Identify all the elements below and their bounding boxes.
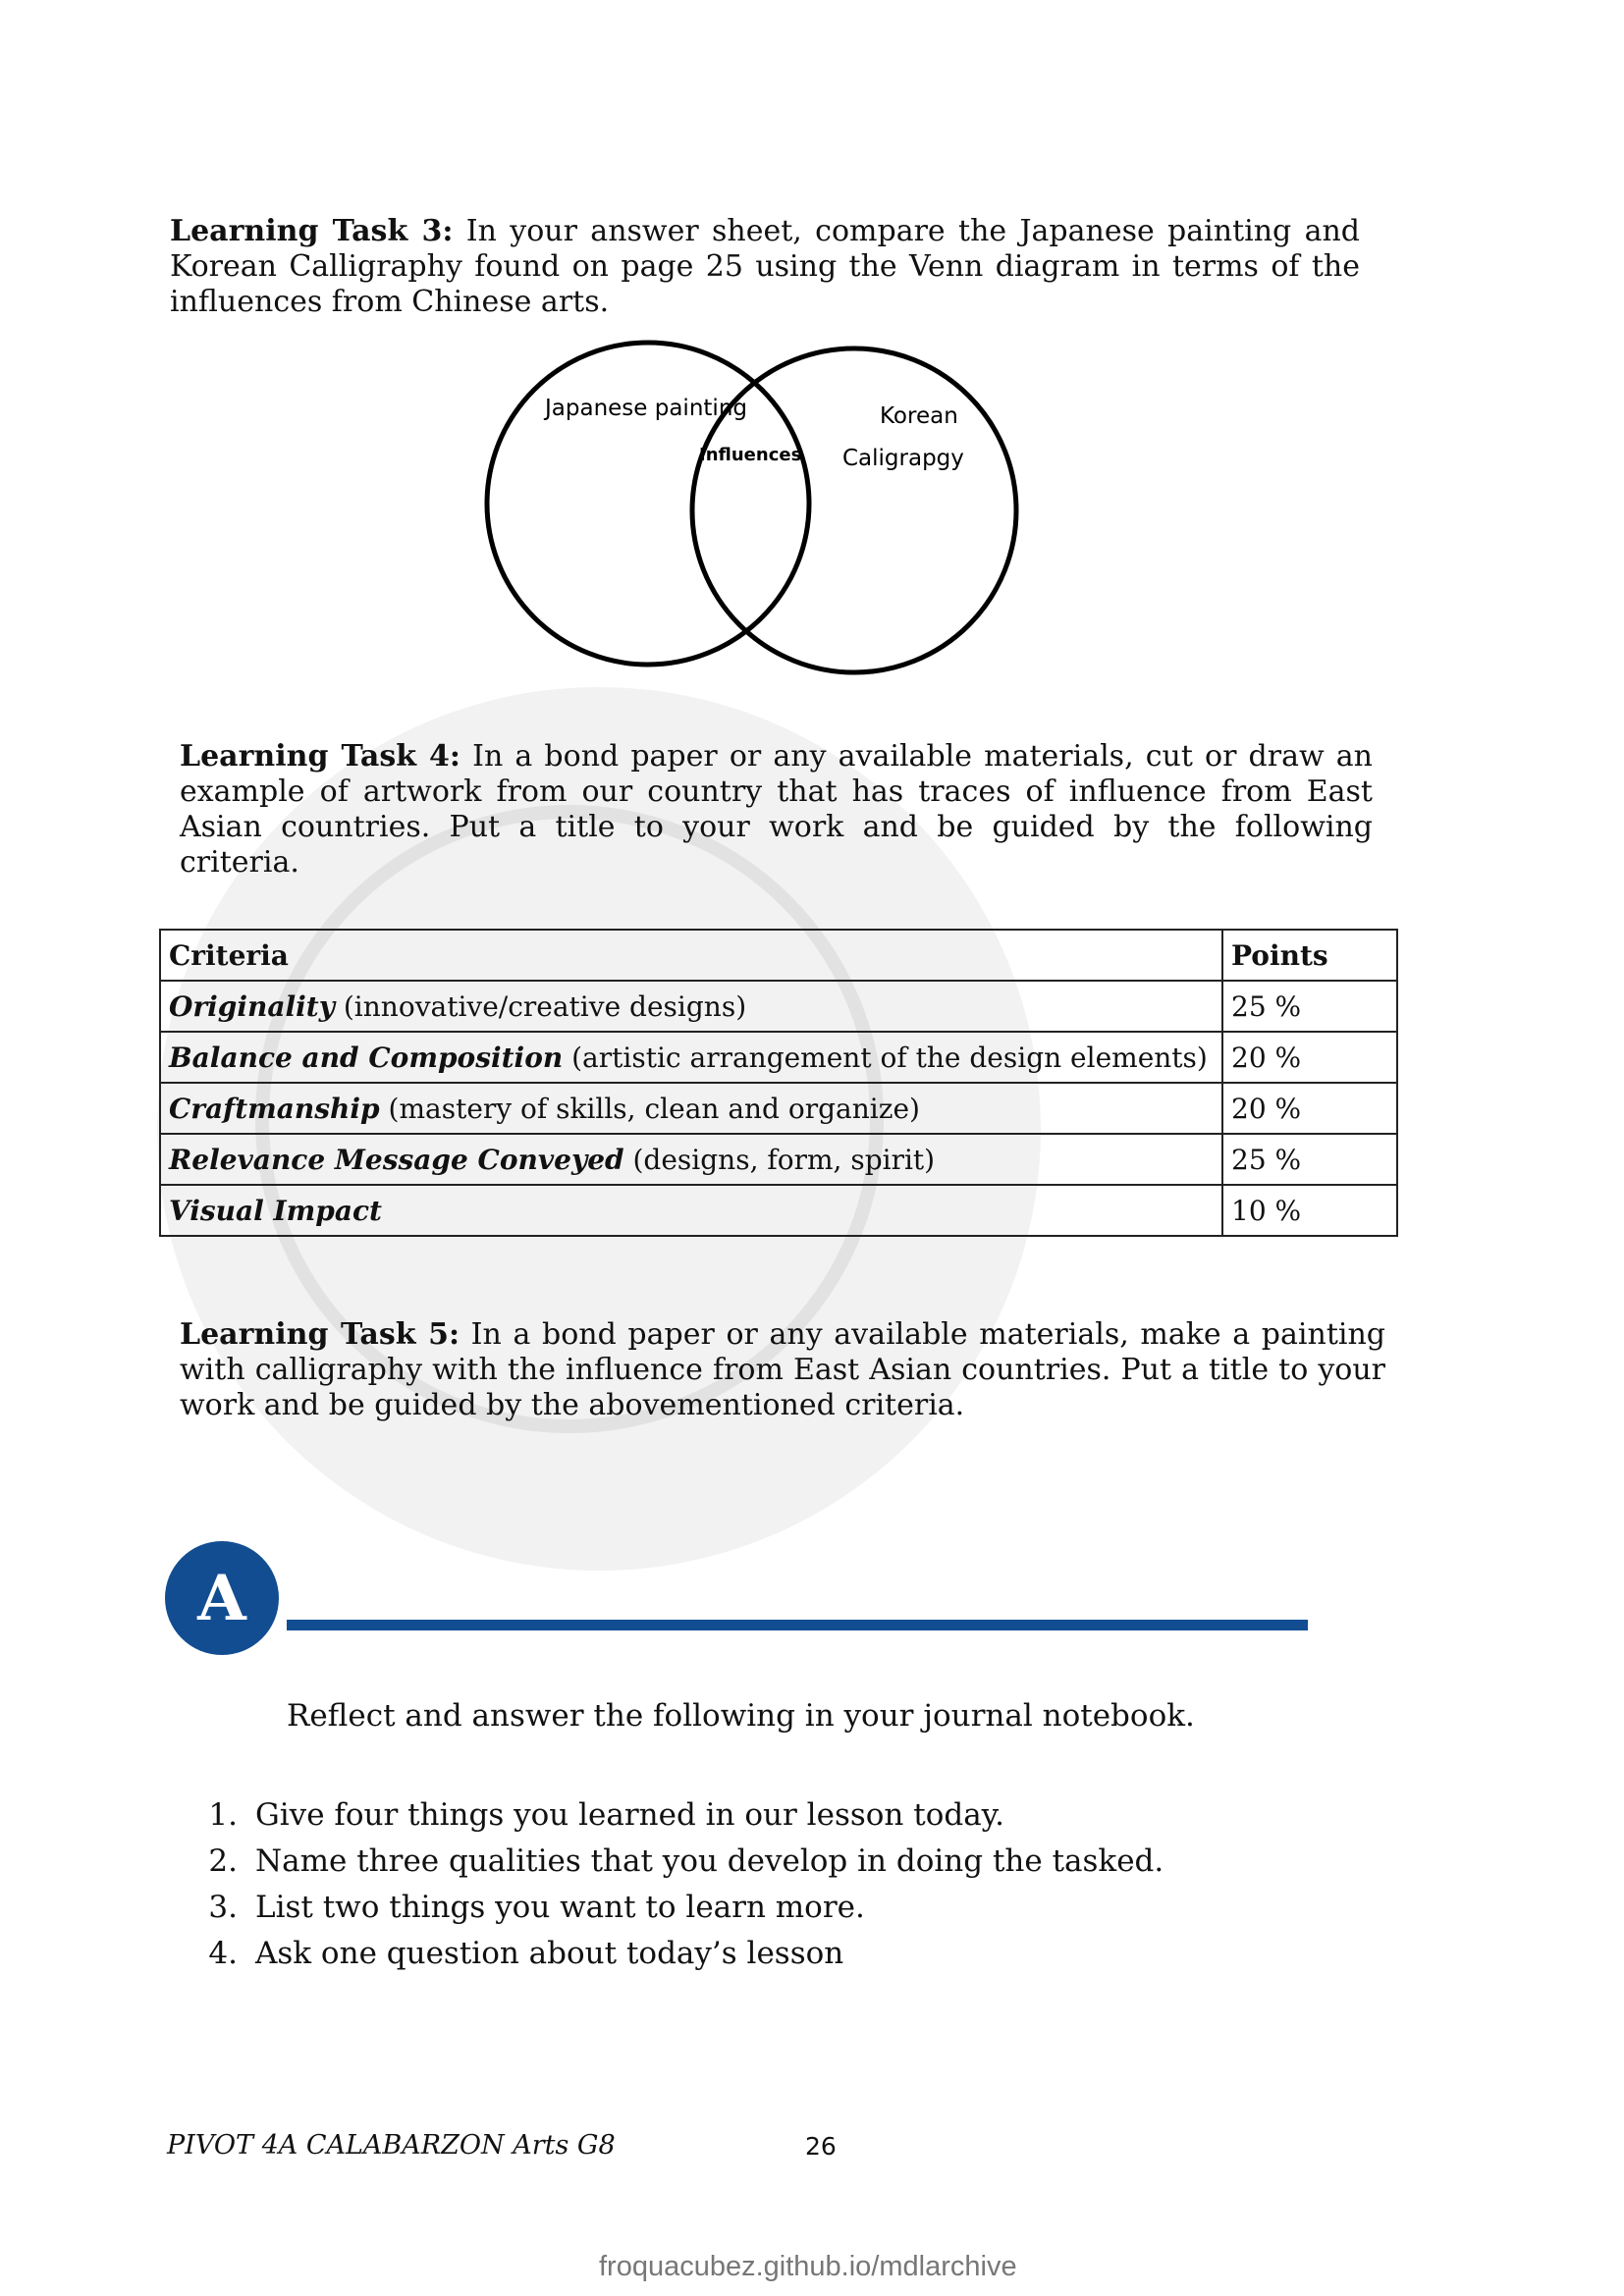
table-row: [160, 981, 1397, 1032]
criteria-name: Originality: [169, 989, 335, 1023]
criteria-cell: [160, 1032, 1222, 1083]
question-text: Name three qualities that you develop in doing the tasked.: [255, 1843, 1164, 1879]
criteria-cell: [160, 1134, 1222, 1185]
learning-task-3: [170, 214, 1360, 320]
venn-right-label-2: Caligrapgy: [842, 446, 964, 471]
points-header: Points: [1222, 930, 1397, 981]
criteria-cell: [160, 981, 1222, 1032]
question-text: Ask one question about today’s lesson: [255, 1936, 844, 1971]
task4-label: Learning Task 4:: [180, 739, 460, 774]
learning-task-5: [180, 1317, 1385, 1423]
criteria-desc: (mastery of skills, clean and organize): [379, 1092, 920, 1125]
criteria-desc: (artistic arrangement of the design elements): [563, 1041, 1208, 1074]
task5-label: Learning Task 5:: [180, 1317, 460, 1352]
learning-task-4: [180, 739, 1373, 881]
question-text: Give four things you learned in our lesson today.: [255, 1797, 1004, 1833]
list-item: [183, 1931, 1164, 1977]
list-item: [183, 1839, 1164, 1885]
task3-label: Learning Task 3:: [170, 214, 454, 248]
criteria-desc: (innovative/creative designs): [334, 989, 747, 1023]
source-url: froquacubez.github.io/mdlarchive: [599, 2251, 1017, 2282]
table-header-row: [160, 930, 1397, 981]
task5-text: In a bond paper or any available materials, make a painting with calligraphy with the influence from East Asian countries. Put a title to your work and be guided by the abovementioned criteria.: [180, 1317, 1385, 1422]
criteria-table: [159, 929, 1398, 1237]
section-divider: [287, 1620, 1308, 1630]
criteria-name: Craftmanship: [169, 1092, 380, 1125]
table-row: [160, 1032, 1397, 1083]
list-item: [183, 1792, 1164, 1839]
list-item: [183, 1885, 1164, 1931]
question-text: List two things you want to learn more.: [255, 1890, 865, 1925]
footer-title: PIVOT 4A CALABARZON Arts G8: [167, 2130, 616, 2161]
criteria-name: Relevance Message Conveyed: [169, 1143, 624, 1176]
criteria-cell: [160, 1083, 1222, 1134]
task3-text: In your answer sheet, compare the Japanese painting and Korean Calligraphy found on page 25 using the Venn diagram in terms of the influences from Chinese arts.: [170, 214, 1360, 319]
task4-text: In a bond paper or any available materials, cut or draw an example of artwork from our country that has traces of influence from East Asian countries. Put a title to your work and be guided by the following criteria.: [180, 739, 1373, 880]
question-number: 3.: [208, 1890, 238, 1925]
assessment-badge: A: [165, 1541, 279, 1655]
points-cell: 25 %: [1222, 1134, 1397, 1185]
criteria-cell: [160, 1185, 1222, 1236]
question-list: [183, 1792, 1164, 1977]
points-cell: 10 %: [1222, 1185, 1397, 1236]
venn-left-circle: [487, 343, 809, 665]
page-number: 26: [805, 2132, 837, 2161]
points-cell: 20 %: [1222, 1032, 1397, 1083]
table-row: [160, 1083, 1397, 1134]
reflection-instruction: Reflect and answer the following in your journal notebook.: [287, 1698, 1195, 1734]
question-number: 4.: [208, 1936, 238, 1971]
venn-center-label: Influences: [699, 445, 802, 465]
question-number: 2.: [208, 1843, 238, 1879]
venn-left-label: Japanese painting: [545, 396, 747, 421]
criteria-name: Visual Impact: [169, 1194, 382, 1227]
question-number: 1.: [208, 1797, 238, 1833]
criteria-desc: (designs, form, spirit): [623, 1143, 936, 1176]
criteria-name: Balance and Composition: [169, 1041, 564, 1074]
points-cell: 25 %: [1222, 981, 1397, 1032]
venn-right-label-1: Korean: [880, 403, 958, 429]
table-row: [160, 1185, 1397, 1236]
points-cell: 20 %: [1222, 1083, 1397, 1134]
table-row: [160, 1134, 1397, 1185]
criteria-header: Criteria: [160, 930, 1222, 981]
venn-diagram: [471, 324, 1041, 687]
